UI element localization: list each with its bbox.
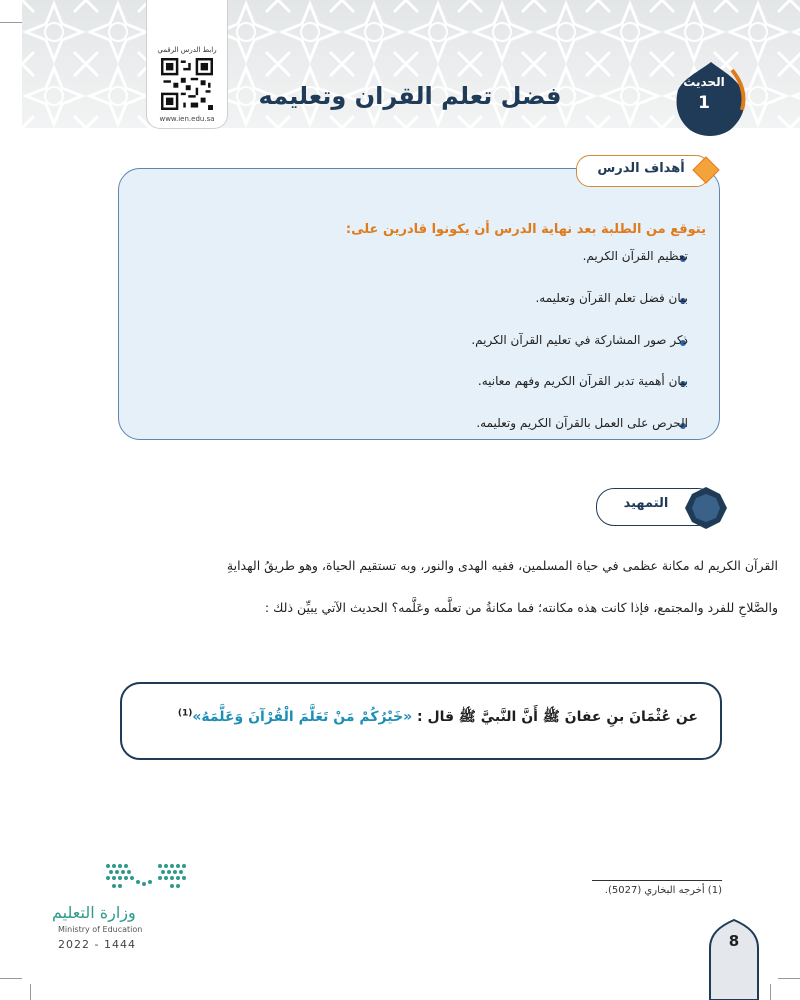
objectives-intro: يتوقع من الطلبة بعد نهاية الدرس أن يكونوا قادرين على:: [345, 222, 706, 237]
objectives-title: أهداف الدرس: [597, 161, 685, 176]
objective-item: بيان أهمية تدبر القرآن الكريم وفهم معانيه.: [477, 374, 688, 388]
footnote-divider: [592, 880, 722, 881]
objective-item: ذكر صور المشاركة في تعليم القرآن الكريم.: [471, 333, 688, 347]
page-title: فضل تعلم القران وتعليمه: [258, 82, 562, 110]
crop-mark: [30, 984, 31, 1000]
introduction-title: التمهيد: [623, 496, 669, 511]
qr-url: www.ien.edu.sa: [159, 115, 215, 123]
crop-mark: [0, 22, 22, 23]
introduction-line-2: والصَّلاحِ للفرد والمجتمع، فإذا كانت هذه مكانته؛ فما مكانةُ من تعلَّمه وعَلَّمه؟ الحديث الآتي يبيِّن ذلك :: [264, 600, 778, 615]
hadith-quote: «خَيْرُكُمْ مَنْ تَعَلَّمَ الْقُرْآنَ وَعَلَّمَهُ»: [192, 709, 413, 725]
page-number-tab: [708, 918, 760, 1000]
introduction-line-1: القرآن الكريم له مكانة عظمى في حياة المسلمين، ففيه الهدى والنور، وبه تستقيم الحياة، وهو طريقُ الهدايةِ: [226, 558, 778, 573]
objective-item: بيان فضل تعلم القرآن وتعليمه.: [535, 291, 688, 305]
hadith-text: [140, 708, 698, 728]
objective-item: الحرص على العمل بالقرآن الكريم وتعليمه.: [476, 416, 688, 430]
navy-octagon-icon: [684, 486, 728, 530]
orange-diamond-icon: [692, 156, 720, 184]
badge-label: الحديث: [683, 75, 725, 89]
footnote: (1) أخرجه البخاري (5027).: [604, 885, 722, 896]
crop-mark: [778, 978, 800, 979]
crop-mark: [770, 984, 771, 1000]
ministry-name-ar: وزارة التعليم: [52, 903, 136, 922]
badge-number: 1: [698, 93, 710, 113]
qr-caption: رابط الدرس الرقمي: [157, 46, 217, 54]
ministry-logo-icon: [104, 860, 190, 896]
qr-code-icon[interactable]: [161, 58, 213, 110]
qr-code-card[interactable]: [146, 0, 228, 129]
ministry-name-en: Ministry of Education: [58, 925, 143, 934]
page-number: 8: [728, 932, 740, 950]
objective-item: تعظيم القرآن الكريم.: [582, 249, 688, 263]
crop-mark: [0, 978, 22, 979]
ministry-year: 2022 - 1444: [58, 938, 136, 951]
hadith-ref-mark: (1): [177, 708, 193, 719]
hadith-narration: عن عُثْمَانَ بنِ عفانَ ﷺ أَنَّ النَّبيَّ ﷺ قال :: [417, 709, 698, 725]
